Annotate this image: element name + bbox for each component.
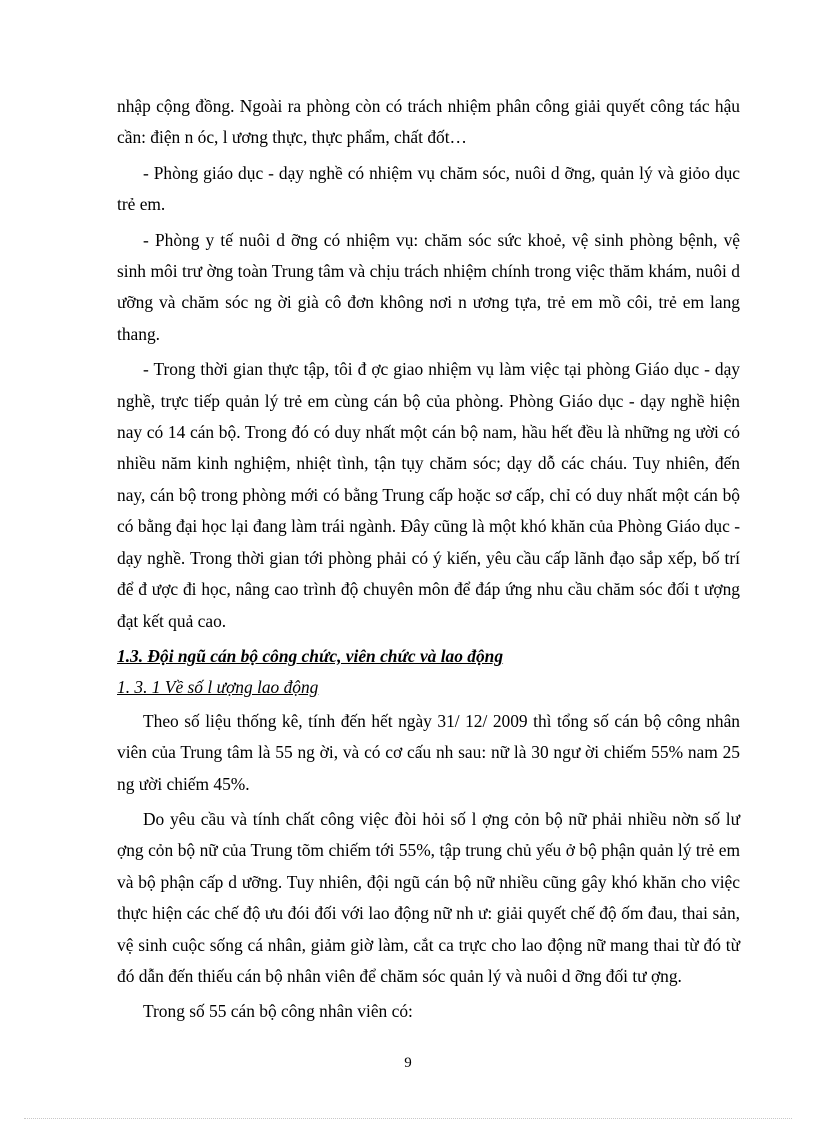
subsection-heading: 1. 3. 1 Về số l ượng lao động: [117, 677, 319, 698]
paragraph-education-department: - Phòng giáo dục - dạy nghề có nhiệm vụ chăm sóc, nuôi d ỡng, quản lý và giỏo dục trẻ em.: [117, 162, 740, 215]
page-number: 9: [404, 1055, 412, 1071]
paragraph-female-staff: Do yêu cầu và tính chất công việc đòi hỏi số l ợng cỏn bộ nữ phải nhiều nờn số lư ợng cỏn bộ nữ của Trung tõm chiếm tới 55%, tập trung chủ yếu ở bộ phận quản lý trẻ em và bộ phận cấp d ưỡng. Tuy nhiên, đội ngũ cán bộ nữ nhiều cũng gây khó khăn cho việc thực hiện các chế độ ưu đói đối với lao động nữ nh ư: giải quyết chế độ ốm đau, thai sản, vệ sinh cuộc sống cá nhân, giảm giờ làm, cắt ca trực cho lao động nữ mang thai từ đó từ đó dẫn đến thiếu cán bộ nhân viên để chăm sóc quản lý và nuôi d ỡng đối tư ợng.: [117, 808, 740, 986]
paragraph-internship: - Trong thời gian thực tập, tôi đ ợc giao nhiệm vụ làm việc tại phòng Giáo dục - dạy nghề, trực tiếp quản lý trẻ em cùng cán bộ của phòng. Phòng Giáo dục - dạy nghề hiện nay có 14 cán bộ. Trong đó có duy nhất một cán bộ nam, hầu hết đều là những ng ười có nhiều năm kinh nghiệm, nhiệt tình, tận tụy chăm sóc; dạy dỗ các cháu. Tuy nhiên, đến nay, cán bộ trong phòng mới có bằng Trung cấp hoặc sơ cấp, chỉ có duy nhất một cán bộ có bằng đại học lại đang làm trái ngành. Đây cũng là một khó khăn của Phòng Giáo dục - dạy nghề. Trong thời gian tới phòng phải có ý kiến, yêu cầu cấp lãnh đạo sắp xếp, bố trí để đ ược đi học, nâng cao trình độ chuyên môn để đáp ứng nhu cầu chăm sóc đối t ượng đạt kết quả cao.: [117, 359, 740, 631]
paragraph-health-department: - Phòng y tế nuôi d ỡng có nhiệm vụ: chăm sóc sức khoẻ, vệ sinh phòng bệnh, vệ sinh môi trư ờng toàn Trung tâm và chịu trách nhiệm chính trong việc thăm khám, nuôi d ưỡng và chăm sóc ng ời già cô đơn không nơi n ương tựa, trẻ em mồ côi, trẻ em lang thang.: [117, 229, 740, 344]
paragraph-statistics: Theo số liệu thống kê, tính đến hết ngày 31/ 12/ 2009 thì tổng số cán bộ công nhân viên của Trung tâm là 55 ng ời, và có cơ cấu nh sau: nữ là 30 ngư ời chiếm 55% nam 25 ng ười chiếm 45%.: [117, 710, 740, 794]
section-heading: 1.3. Đội ngũ cán bộ công chức, viên chức và lao động: [117, 645, 504, 666]
paragraph-continuation: nhập cộng đồng. Ngoài ra phòng còn có trách nhiệm phân công giải quyết công tác hậu cần: điện n óc, l ương thực, thực phẩm, chất đốt…: [117, 96, 740, 148]
page-bottom-divider: [24, 1118, 792, 1119]
page-content: [117, 91, 740, 1032]
paragraph-staff-breakdown-intro: Trong số 55 cán bộ công nhân viên có:: [143, 1001, 413, 1022]
